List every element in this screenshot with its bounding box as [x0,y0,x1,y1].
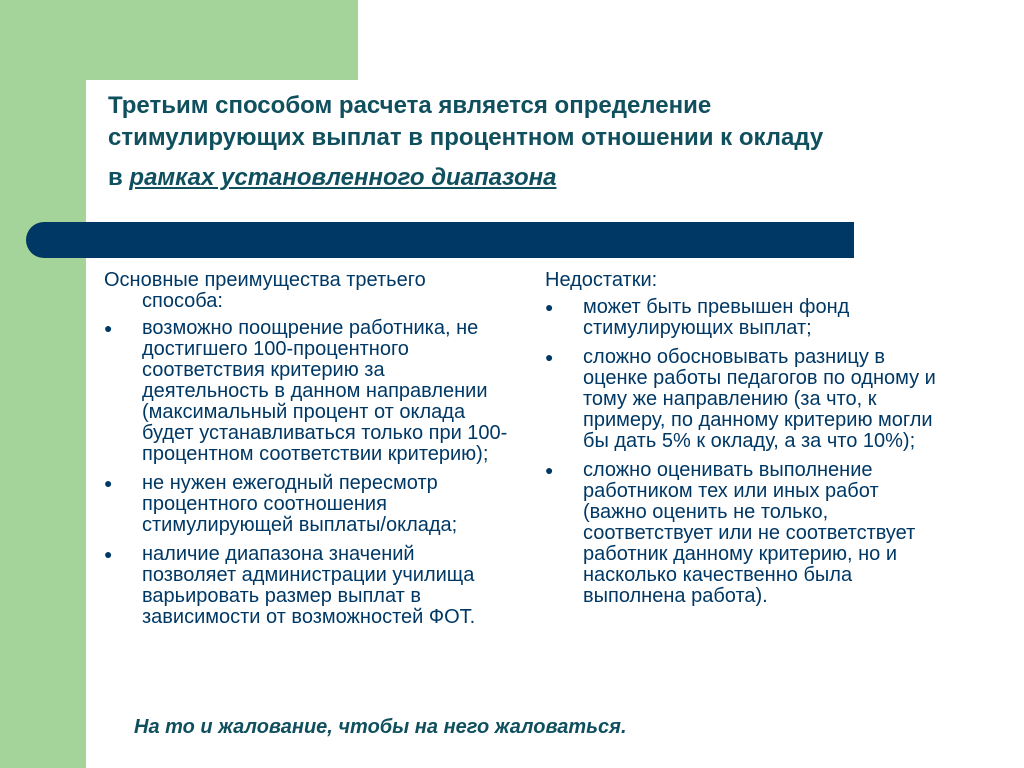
disadvantages-heading: Недостатки: [545,269,658,291]
list-item-text: не нужен ежегодный пересмотр процентного соотношения стимулирующей выплаты/оклада; [142,472,458,536]
bullet-icon: ● [104,475,113,491]
list-item [545,347,945,452]
footer-quote: На то и жалование, чтобы на него жаловаться. [134,716,627,738]
list-item-text: возможно поощрение работника, не достигшего 100-процентного соответствия критерию за деятельность в данном направлении (максимальный процент от оклада будет устанавливаться только при 100-процентном соответствии критерию); [142,317,508,465]
bullet-icon: ● [545,299,554,315]
advantages-heading-cont: способа: [142,290,223,312]
list-item-text: сложно оценивать выполнение работником тех или иных работ (важно оценить не только, соответствует или не соответствует работник данному критерию, но и насколько качественно была выполнена работа). [583,459,916,607]
disadvantages-list [545,297,945,607]
slide-title [108,90,988,194]
list-item-text: наличие диапазона значений позволяет администрации училища варьировать размер выплат в зависимости от возможностей ФОТ. [142,543,476,628]
title-line-1: Третьим способом расчета является определение [108,92,712,119]
list-item [104,544,514,628]
list-item [545,297,945,339]
list-item-text: может быть превышен фонд стимулирующих выплат; [583,296,850,339]
green-top-decoration [0,0,358,80]
navy-divider-bar [26,222,854,258]
advantages-list [104,318,514,628]
bullet-icon: ● [104,320,113,336]
list-item [104,318,514,465]
green-sidebar-decoration [0,0,86,768]
advantages-heading: Основные преимущества третьего [104,269,426,291]
advantages-column [104,270,514,636]
list-item [545,460,945,607]
title-line-2: стимулирующих выплат в процентном отношении к окладу [108,124,824,151]
bullet-icon: ● [104,546,113,562]
bullet-icon: ● [545,349,554,365]
title-line-3-prefix: в [108,164,130,191]
disadvantages-column [545,270,945,615]
bullet-icon: ● [545,462,554,478]
list-item-text: сложно обосновывать разницу в оценке работы педагогов по одному и тому же направлению (за что, к примеру, по данному критерию могли бы дать 5% к окладу, а за что 10%); [583,346,936,452]
list-item [104,473,514,536]
title-emphasis: рамках установленного диапазона [129,164,557,191]
title-line-3 [108,162,988,194]
